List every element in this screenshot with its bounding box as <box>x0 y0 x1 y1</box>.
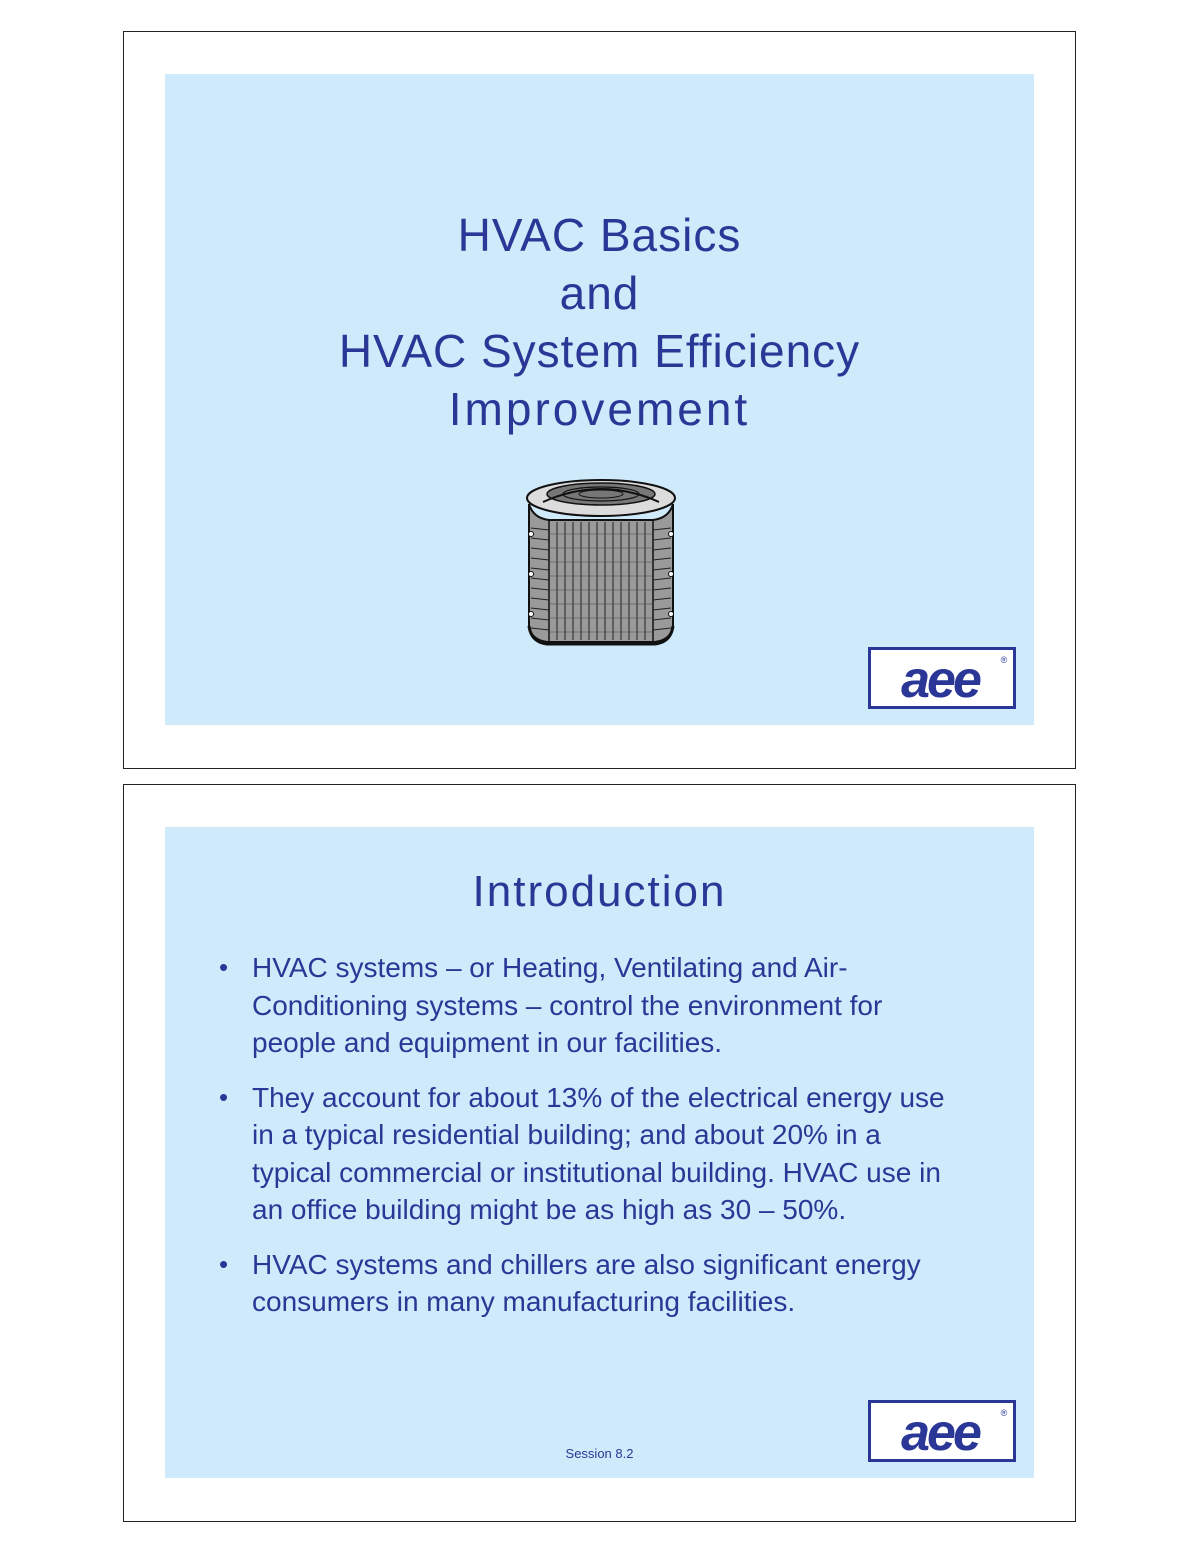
bullet-item: • HVAC systems and chillers are also significant energy consumers in many manufacturing facilities. <box>215 1246 955 1321</box>
aee-logo-text: aee <box>901 651 979 709</box>
air-conditioner-icon <box>523 474 679 650</box>
title-line-1: HVAC Basics <box>457 209 742 261</box>
introduction-slide <box>165 827 1034 1478</box>
session-footer: Session 8.2 <box>565 1446 634 1461</box>
svg-text:®: ® <box>1000 655 1008 665</box>
svg-text:®: ® <box>1000 1408 1008 1418</box>
slide-title: Introduction <box>472 867 727 916</box>
title-line-2: and <box>559 267 640 319</box>
slide-frame-1 <box>123 31 1076 769</box>
title-line-3: HVAC System Efficiency <box>338 325 861 377</box>
aee-logo <box>868 647 1016 709</box>
bullet-list <box>215 949 955 1338</box>
slide-frame-2 <box>123 784 1076 1522</box>
aee-logo <box>868 1400 1016 1462</box>
title-line-4: Improvement <box>448 383 751 435</box>
bullet-item: • They account for about 13% of the electrical energy use in a typical residential building; and about 20% in a typical commercial or institutional building. HVAC use in an office building might be as high as 30 – 50%. <box>215 1079 955 1229</box>
aee-logo-text: aee <box>901 1404 979 1462</box>
bullet-item: • HVAC systems – or Heating, Ventilating and Air-Conditioning systems – control the environment for people and equipment in our facilities. <box>215 949 955 1062</box>
slide-title <box>165 206 1034 438</box>
title-slide <box>165 74 1034 725</box>
